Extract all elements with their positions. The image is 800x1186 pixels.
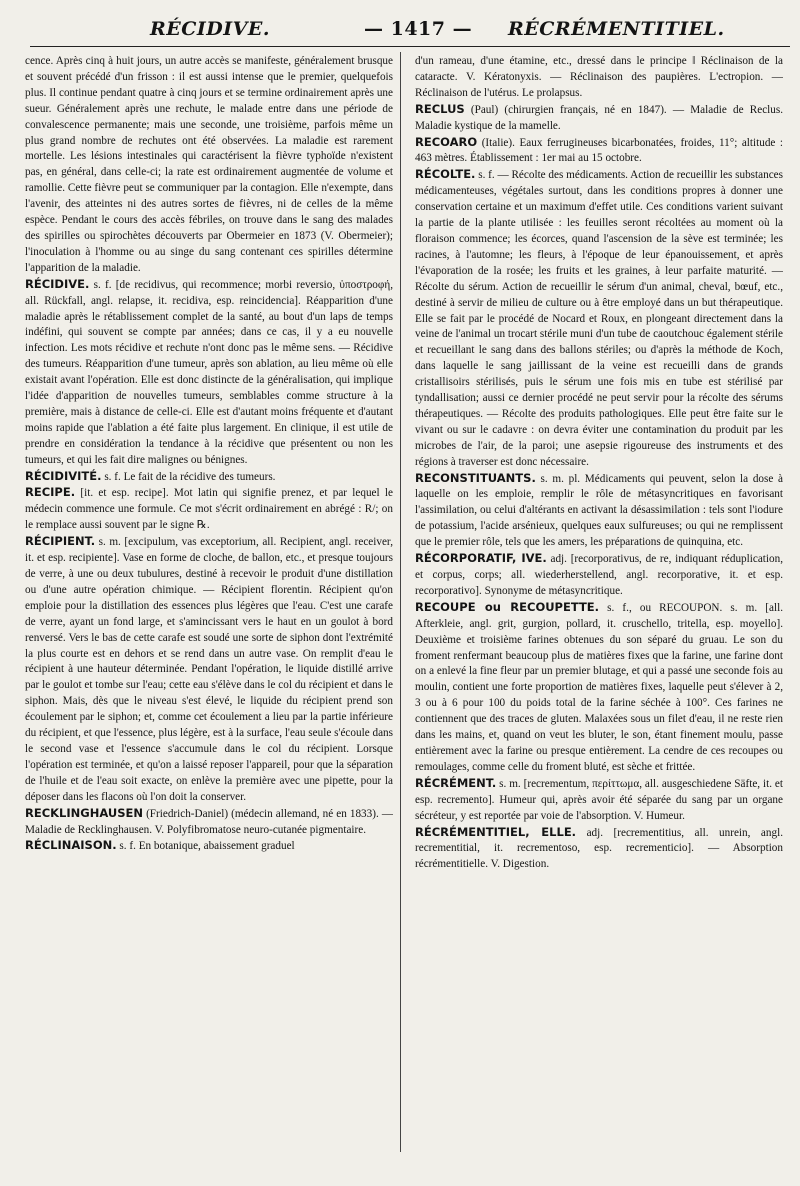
entry-text: s. f. Le fait de la récidive des tumeurs.	[104, 470, 276, 483]
dictionary-entry	[25, 806, 393, 839]
dictionary-entry	[25, 838, 393, 855]
entry-text: s. f. — Récolte des médicaments. Action de recueillir les substances médicamenteuses, végétales surtout, dans les conditions propres à donner une conservation certaine et un maximum d'effet utile. Ces conditions varient suivant la partie de la plante utilisée : les feuilles seront récoltées au moment où la floraison commence; les écorces, quand l'ascension de la sève est terminée; les racines, à l'automne; les fleurs, à l'époque de leur épanouissement, et après l'évaporation de la rosée; les fruits et les graines, à leur parfaite maturité. — Récolte du sérum. Action de recueillir le sérum d'un animal, cheval, bœuf, etc., destiné à servir de milieu de culture ou à être employé dans un but thérapeutique. Elle se fait par le procédé de Nocard et Roux, en plongeant directement dans la veine de l'animal un trocart stérile muni d'un tube de caoutchouc également stérile et recueillant le sang dans des ballons stériles; ou d'après la méthode de Koch, dans laquelle le sang jaillissant de la veine est recueilli dans de grands cristallisoirs stérilisés, puis le sérum une fois mis en tube est stérilisé par tyndallisation; aussi ce dernier procédé ne peut servir pour la récolte des sérums thérapeutiques. — Récolte des produits pathologiques. Elle peut être faite sur le vivant ou sur le cadavre : on devra éviter une contamination du produit par les microbes de l'air, de la paroi; une asepsie rigoureuse des instruments et des régions à traverser est donc nécessaire.	[415, 169, 783, 468]
page-number: — 1417 —	[364, 18, 473, 40]
header-left-word: RÉCIDIVE.	[150, 18, 270, 40]
entry-text: (Paul) (chirurgien français, né en 1847). — Maladie de Reclus. Maladie kystique de la mamelle.	[415, 103, 783, 132]
entry-text: d'un rameau, d'une étamine, etc., dressé dans le principe ‖ Réclinaison de la cataracte. V. Kératonyxis. — Réclinaison des paupières. L'ectropion. — Réclinaison de l'utérus. Le prolapsus.	[415, 55, 783, 99]
dictionary-entry	[415, 102, 783, 135]
entry-headword: RÉCRÉMENTITIEL, ELLE.	[415, 824, 577, 839]
column-divider	[400, 52, 401, 1152]
entry-headword: RÉCLINAISON.	[25, 838, 117, 853]
header-rule	[30, 46, 790, 47]
dictionary-entry	[415, 600, 783, 776]
header-right-word: RÉCRÉMENTITIEL.	[508, 18, 725, 40]
entry-headword: RÉCOLTE.	[415, 167, 476, 182]
dictionary-entry	[415, 471, 783, 552]
entry-text: s. m. [excipulum, vas exceptorium, all. Recipient, angl. receiver, it. et esp. recipiente]. Vase en forme de cloche, de ballon, etc., et presque toujours de verre, à une ou deux tubulures, destiné à recevoir le produit d'une distillation ou d'une autre opération chimique. — Récipient florentin. Récipient qu'on emploie pour la distillation des essences plus légères que l'eau. C'est une carafe de verre, ayant un fond large, et s'amincissant vers le haut en un goulot à bord renversé. Vers le bas de cette carafe est soudé une sorte de siphon dont l'extrémité la plus courte est en dehors et se rend dans un autre vase. On remplit d'eau le récipient à une hauteur déterminée. Pendant l'opération, le liquide distillé arrive par le goulot et tombe sur l'eau; cette eau s'élève dans le col du récipient et dans le siphon. Mais, dès que le niveau s'est élevé, le liquide du récipient prend son écoulement par le siphon; et, comme cet écoulement a lieu par la partie inférieure du récipient, et que l'essence, plus légère, est à la surface, l'eau seule s'écoule dans le second vase et l'essence s'accumule dans le col du récipient. Lorsque l'opération est terminée, et qu'on a laissé reposer l'appareil, pour que la séparation de l'huile et de l'eau soit exacte, on enlève la première avec une pipette, pour la déposer dans les flacons où l'on doit la conserver.	[25, 536, 393, 803]
entry-headword: RÉCRÉMENT.	[415, 775, 497, 790]
entry-headword: RÉCIDIVE.	[25, 276, 90, 291]
entry-text: s. m. pl. Médicaments qui peuvent, selon la dose à laquelle on les emploie, remplir le rôle de métasyncritiques en favorisant l'assimilation, ou celui d'altérants en activant la désassimilation : tels sont l'iodure de potassium, l'acide arsénieux, quelques eaux sulfureuses; ou qui ne remplissent que le premier rôle, tels que les amers, les préparations de quinquina, etc.	[415, 472, 783, 549]
entry-text: s. m. [recrementum, περίττωμα, all. ausgeschiedene Säfte, it. et esp. recremento]. Humeur qui, après avoir été séparée du sang par un organe sécréteur, y est reportée par voie de l'absorption. V. Humeur.	[415, 777, 783, 822]
left-column	[25, 54, 393, 1182]
dictionary-entry	[25, 469, 393, 486]
dictionary-entry	[25, 277, 393, 469]
entry-text: cence. Après cinq à huit jours, un autre accès se manifeste, généralement brusque et souvent précédé d'un frisson : il est aussi intense que le premier, quelquefois plus. Il continue pendant quatre à cinq jours et se termine ordinairement après une sueur. Généralement après une rechute, le malade entre dans une période de convalescence permanente; mais une seconde, une troisième, parfois même un plus grand nombre de rechutes ont été observées. La maladie est rarement mortelle. Les lésions intestinales qui caractérisent la fièvre typhoïde n'existent pas, en général, dans celle-ci; la rate est ordinairement augmentée de volume et ramollie. Cette fièvre peut se communiquer par la contagion. Elle n'exempte, dans l'avenir, des atteintes ni des autres sortes de fièvres, ni de celles de la même espèce. Pendant le cours des accès fébriles, on trouve dans le sang des malades des spirilles ou spirochètes découverts par Obermeier en 1873 (V. Obermeier); l'inoculation à l'homme ou au singe du sang contenant ces spirilles détermine l'apparition de la maladie.	[25, 55, 393, 274]
entry-text: s. f. [de recidivus, qui recommence; morbi reversio, ὑποστροφή, all. Rückfall, angl. relapse, it. recidiva, esp. reincidencia]. Réapparition d'une maladie après le rétablissement complet de la santé, au bout d'un laps de temps indéfini, qui souvent se compte par années; dans ce cas, il y a eu nouvelle infection. Les mots récidive et rechute n'ont donc pas le même sens. — Récidive des tumeurs. Réapparition d'une tumeur, après son ablation, au lieu même où elle existait avant l'opération. Elle est donc distincte de la généralisation, qui implique l'idée d'apparition de nouvelles tumeurs, semblables comme structure à la première, mais à distance de celle-ci. Elle est d'autant moins fréquente et d'autant moins rapide que l'ablation a été faite plus largement. En clinique, il est utile de prendre en considération la tendance à la récidive que présentent ou non les tumeurs, et qui les fait dire malignes ou bénignes.	[25, 278, 393, 466]
entry-headword: RECKLINGHAUSEN	[25, 805, 144, 820]
dictionary-entry	[25, 485, 393, 534]
entry-text: adj. [recrementitius, all. unrein, angl. recrementitial, it. recrementoso, esp. recrementicio]. — Absorption récrémentitielle. V. Digestion.	[415, 826, 783, 871]
entry-text: (Friedrich-Daniel) (médecin allemand, né en 1833). — Maladie de Recklinghausen. V. Polyfibromatose neuro-cutanée pigmentaire.	[25, 807, 393, 836]
entry-headword: RECOARO	[415, 134, 478, 149]
dictionary-entry	[415, 776, 783, 825]
entry-headword: RÉCORPORATIF, IVE.	[415, 551, 547, 566]
dictionary-entry	[415, 135, 783, 168]
dictionary-entry	[415, 167, 783, 470]
entry-text: adj. [recorporativus, de re, indiquant réduplication, et corpus, corps; all. wiederherstellend, angl. recorporative, it. et esp. recorporativo]. Synonyme de métasyncritique.	[415, 553, 783, 597]
dictionary-entry	[25, 534, 393, 805]
entry-headword: RECIPE.	[25, 485, 76, 500]
entry-text: (Italie). Eaux ferrugineuses bicarbonatées, froides, 11°; altitude : 463 mètres. Établissement : 1er mai au 15 octobre.	[415, 136, 783, 165]
entry-text: s. f. En botanique, abaissement graduel	[119, 840, 295, 853]
entry-headword: RECLUS	[415, 101, 465, 116]
entry-text: [it. et esp. recipe]. Mot latin qui signifie prenez, et par lequel le médecin commence une formule. Ce mot s'écrit ordinairement en abrégé : R/; on le remplace aussi souvent par le signe ℞.	[25, 487, 393, 532]
entry-text: s. f., ou RECOUPON. s. m. [all. Afterkleie, angl. grit, gurgion, pollard, it. cruschello, tritella, esp. moyello]. Deuxième et troisième farines obtenues du son séparé du gruau. Le son du froment renfermant beaucoup plus de matières fixes que la farine, une farine dont on a enlevé la fine fleur par un premier blutage, et qui a passé une seconde fois au moulin, contient une forte proportion de matières fixes, laquelle peut s'élever à 2, 3 ou à 6 pour 100 du poids total de la farine séchée à 100°. Ces farines ne contiennent que des traces de gluten. Malaxées sous un filet d'eau, il ne reste rien dans les mains, et, quand on veut les bluter, le son, étant finement moulu, passe entièrement avec la farine ou presque entièrement. La cendre de ces recoupes ou remoulages, comme celle du froment bluté, est sèche et frittée.	[415, 601, 783, 773]
dictionary-entry	[25, 54, 393, 277]
entry-headword: RECONSTITUANTS.	[415, 470, 536, 485]
dictionary-entry	[415, 54, 783, 102]
entry-headword: RECOUPE ou RECOUPETTE.	[415, 599, 600, 614]
dictionary-entry	[415, 825, 783, 874]
dictionary-entry	[415, 551, 783, 600]
right-column	[415, 54, 783, 1182]
entry-headword: RÉCIDIVITÉ.	[25, 468, 102, 483]
entry-headword: RÉCIPIENT.	[25, 534, 96, 549]
